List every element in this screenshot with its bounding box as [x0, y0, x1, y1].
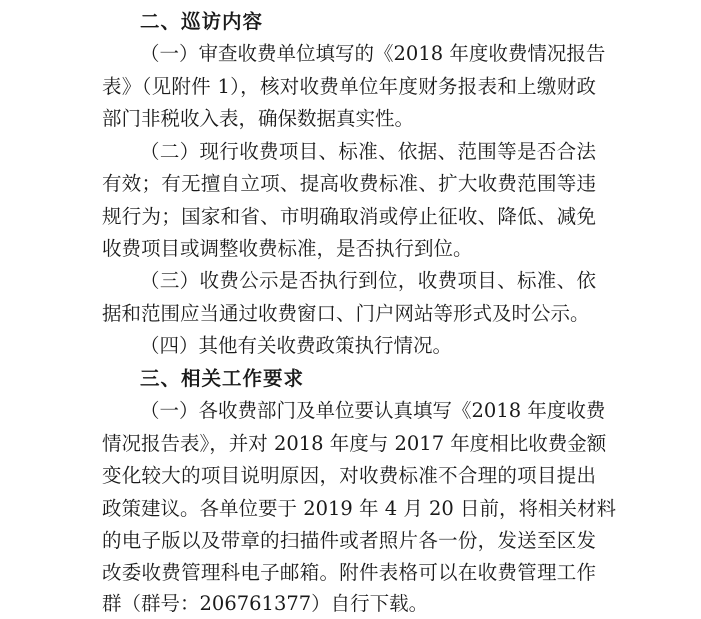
paragraph-line: 政策建议。各单位要于 2019 年 4 月 20 日前，将相关材料 [102, 497, 617, 520]
paragraph-line: 部门非税收入表，确保数据真实性。 [102, 107, 415, 130]
paragraph-line: 的电子版以及带章的扫描件或者照片各一份，发送至区发 [102, 529, 596, 552]
paragraph-line: （三）收费公示是否执行到位，收费项目、标准、依 [140, 269, 596, 292]
paragraph-line: 情况报告表》，并对 2018 年度与 2017 年度相比收费金额 [102, 432, 607, 455]
paragraph-line: （二）现行收费项目、标准、依据、范围等是否合法 [140, 140, 596, 163]
paragraph-line: （一）各收费部门及单位要认真填写《2018 年度收费 [140, 399, 606, 422]
section-heading-work-requirements: 三、相关工作要求 [140, 367, 305, 390]
paragraph-line: 据和范围应当通过收费窗口、门户网站等形式及时公示。 [102, 302, 590, 325]
paragraph-line: 有效；有无擅自立项、提高收费标准、扩大收费范围等违 [102, 172, 596, 195]
paragraph-line: 表》（见附件 1），核对收费单位年度财务报表和上缴财政 [102, 75, 596, 98]
paragraph-line: （四）其他有关收费政策执行情况。 [140, 334, 453, 357]
paragraph-line: 群（群号：206761377）自行下载。 [102, 592, 429, 615]
paragraph-line: 变化较大的项目说明原因，对收费标准不合理的项目提出 [102, 464, 596, 487]
section-heading-inspection-content: 二、巡访内容 [140, 10, 264, 33]
paragraph-line: （一）审查收费单位填写的《2018 年度收费情况报告 [140, 42, 606, 65]
paragraph-line: 规行为；国家和省、市明确取消或停止征收、降低、减免 [102, 205, 596, 228]
paragraph-line: 收费项目或调整收费标准，是否执行到位。 [102, 237, 473, 260]
paragraph-line: 改委收费管理科电子邮箱。附件表格可以在收费管理工作 [102, 561, 596, 584]
